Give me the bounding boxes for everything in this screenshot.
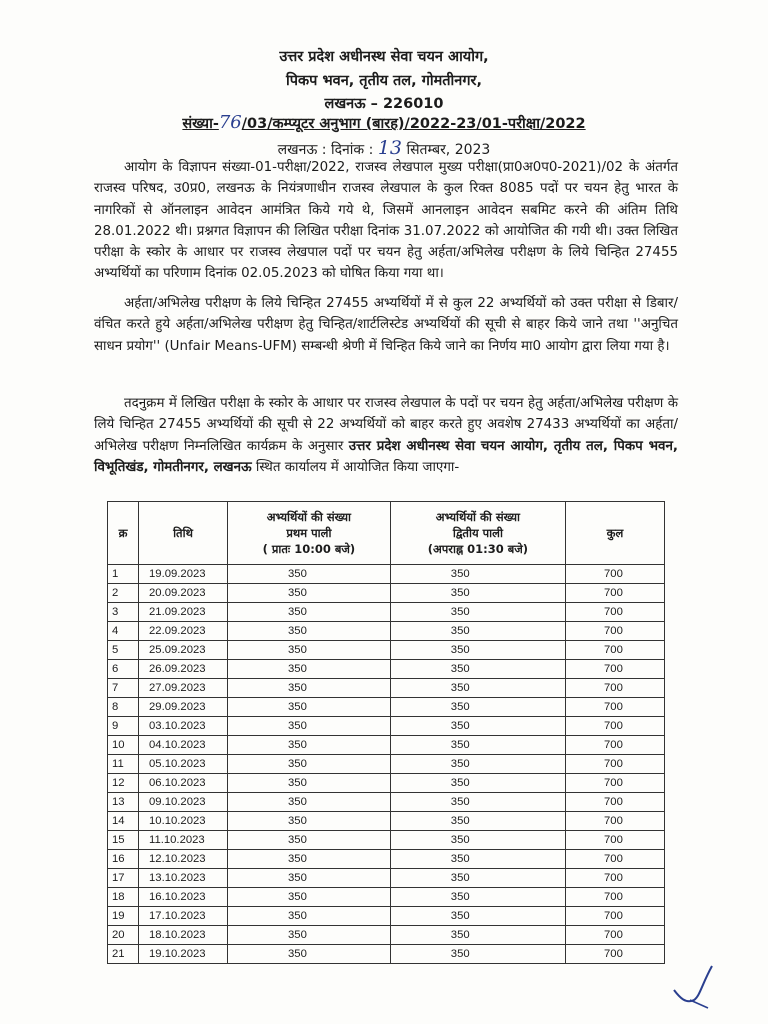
cell-serial: 3 <box>108 603 139 622</box>
reference-suffix: /03/कम्प्यूटर अनुभाग (बारह)/2022-23/01-परीक्षा/2022 <box>241 116 586 132</box>
cell-shift-2-count: 350 <box>390 622 565 641</box>
table-row <box>108 888 665 907</box>
cell-total: 700 <box>566 736 665 755</box>
cell-shift-2-count: 350 <box>390 660 565 679</box>
shift-2-title: अभ्यर्थियों की संख्या <box>435 510 520 524</box>
cell-shift-2-count: 350 <box>390 926 565 945</box>
table-row <box>108 812 665 831</box>
table-row <box>108 679 665 698</box>
header-line-3: लखनऊ – 226010 <box>324 96 444 112</box>
schedule-table-header <box>108 502 665 565</box>
cell-shift-1-count: 350 <box>228 926 391 945</box>
cell-shift-1-count: 350 <box>228 869 391 888</box>
shift-2-name: द्वितीय पाली <box>452 526 503 540</box>
cell-shift-2-count: 350 <box>390 831 565 850</box>
cell-shift-1-count: 350 <box>228 641 391 660</box>
cell-total: 700 <box>566 584 665 603</box>
cell-shift-2-count: 350 <box>390 584 565 603</box>
handwritten-reference-number: 76 <box>218 112 242 133</box>
cell-serial: 2 <box>108 584 139 603</box>
cell-date: 22.09.2023 <box>139 622 228 641</box>
cell-serial: 16 <box>108 850 139 869</box>
cell-date: 19.09.2023 <box>139 565 228 584</box>
cell-date: 20.09.2023 <box>139 584 228 603</box>
table-row <box>108 584 665 603</box>
cell-date: 19.10.2023 <box>139 945 228 964</box>
cell-shift-1-count: 350 <box>228 622 391 641</box>
cell-shift-2-count: 350 <box>390 888 565 907</box>
cell-total: 700 <box>566 850 665 869</box>
table-row <box>108 945 665 964</box>
cell-date: 03.10.2023 <box>139 717 228 736</box>
cell-serial: 12 <box>108 774 139 793</box>
cell-shift-1-count: 350 <box>228 755 391 774</box>
cell-date: 29.09.2023 <box>139 698 228 717</box>
cell-shift-1-count: 350 <box>228 565 391 584</box>
cell-date: 25.09.2023 <box>139 641 228 660</box>
cell-total: 700 <box>566 888 665 907</box>
paragraph-3 <box>94 393 678 478</box>
cell-serial: 21 <box>108 945 139 964</box>
cell-shift-2-count: 350 <box>390 907 565 926</box>
cell-shift-1-count: 350 <box>228 907 391 926</box>
cell-date: 06.10.2023 <box>139 774 228 793</box>
cell-serial: 7 <box>108 679 139 698</box>
cell-date: 18.10.2023 <box>139 926 228 945</box>
cell-shift-1-count: 350 <box>228 660 391 679</box>
cell-shift-1-count: 350 <box>228 603 391 622</box>
cell-total: 700 <box>566 603 665 622</box>
cell-serial: 14 <box>108 812 139 831</box>
cell-total: 700 <box>566 698 665 717</box>
cell-serial: 20 <box>108 926 139 945</box>
cell-serial: 18 <box>108 888 139 907</box>
cell-serial: 9 <box>108 717 139 736</box>
cell-shift-2-count: 350 <box>390 717 565 736</box>
table-row <box>108 698 665 717</box>
schedule-header-row <box>108 502 665 565</box>
cell-total: 700 <box>566 641 665 660</box>
cell-total: 700 <box>566 622 665 641</box>
cell-shift-1-count: 350 <box>228 736 391 755</box>
cell-total: 700 <box>566 869 665 888</box>
cell-date: 26.09.2023 <box>139 660 228 679</box>
cell-total: 700 <box>566 755 665 774</box>
cell-date: 21.09.2023 <box>139 603 228 622</box>
paragraph-3-end: स्थित कार्यालय में आयोजित किया जाएगा- <box>251 459 460 475</box>
cell-shift-1-count: 350 <box>228 888 391 907</box>
cell-serial: 17 <box>108 869 139 888</box>
date-suffix: सितम्बर, 2023 <box>402 142 491 158</box>
date-line <box>0 137 768 159</box>
cell-serial: 11 <box>108 755 139 774</box>
cell-shift-2-count: 350 <box>390 565 565 584</box>
cell-serial: 4 <box>108 622 139 641</box>
table-row <box>108 622 665 641</box>
cell-serial: 10 <box>108 736 139 755</box>
paragraph-2: अर्हता/अभिलेख परीक्षण के लिये चिन्हित 27455 अभ्यर्थियों में से कुल 22 अभ्यर्थियों को उक्त परीक्षा से डिबार/ वंचित करते हुये अर्हता/अभिलेख परीक्षण हेतु चिन्हित/शार्टलिस्टेड अभ्यर्थियों की सूची से बाहर किये जाने तथा ''अनुचित साधन प्रयोग'' (Unfair Means-UFM) सम्बन्धी श्रेणी में चिन्हित किये जाने का निर्णय मा0 आयोग द्वारा लिया गया है। <box>94 296 678 354</box>
cell-date: 12.10.2023 <box>139 850 228 869</box>
cell-serial: 19 <box>108 907 139 926</box>
shift-1-name: प्रथम पाली <box>286 526 332 540</box>
cell-serial: 15 <box>108 831 139 850</box>
cell-shift-2-count: 350 <box>390 850 565 869</box>
cell-shift-2-count: 350 <box>390 698 565 717</box>
cell-date: 09.10.2023 <box>139 793 228 812</box>
cell-date: 27.09.2023 <box>139 679 228 698</box>
cell-shift-2-count: 350 <box>390 736 565 755</box>
cell-date: 17.10.2023 <box>139 907 228 926</box>
cell-total: 700 <box>566 812 665 831</box>
cell-shift-1-count: 350 <box>228 831 391 850</box>
cell-shift-1-count: 350 <box>228 774 391 793</box>
table-row <box>108 755 665 774</box>
cell-total: 700 <box>566 793 665 812</box>
cell-shift-2-count: 350 <box>390 774 565 793</box>
cell-date: 13.10.2023 <box>139 869 228 888</box>
cell-date: 11.10.2023 <box>139 831 228 850</box>
cell-serial: 6 <box>108 660 139 679</box>
cell-total: 700 <box>566 945 665 964</box>
cell-total: 700 <box>566 926 665 945</box>
paragraph-1: आयोग के विज्ञापन संख्या-01-परीक्षा/2022, राजस्व लेखपाल मुख्य परीक्षा(प्रा0अ0प0-2021)/02 के अंतर्गत राजस्व परिषद, उ0प्र0, लखनऊ के नियंत्रणाधीन राजस्व लेखपाल के कुल रिक्त 8085 पदों पर चयन हेतु भारत के नागरिकों से ऑनलाइन आवेदन आमंत्रित किये गये थे, जिसमें आनलाइन आवेदन सबमिट करने की अंतिम तिथि 28.01.2022 थी। प्रश्नगत विज्ञापन की लिखित परीक्षा दिनांक 31.07.2022 को आयोजित की गयी थी। उक्त लिखित परीक्षा के स्कोर के आधार पर राजस्व लेखपाल पदों पर चयन हेतु अर्हता/अभिलेख परीक्षण के लिये चिन्हित 27455 अभ्यर्थियों का परिणाम दिनांक 02.05.2023 को घोषित किया गया था। <box>94 160 678 282</box>
schedule-table <box>107 501 665 964</box>
cell-shift-1-count: 350 <box>228 812 391 831</box>
paragraph-3-office-address: उत्तर प्रदेश अधीनस्थ सेवा चयन आयोग, तृतीय तल, पिकप भवन, विभूतिखंड, गोमतीनगर, लखनऊ <box>94 438 678 475</box>
reference-prefix: संख्या- <box>182 116 219 132</box>
shift-1-time: ( प्रातः 10:00 बजे) <box>262 542 356 556</box>
table-row <box>108 869 665 888</box>
header-line-1: उत्तर प्रदेश अधीनस्थ सेवा चयन आयोग, <box>279 49 489 65</box>
table-row <box>108 603 665 622</box>
table-row <box>108 926 665 945</box>
header-line-2: पिकप भवन, तृतीय तल, गोमतीनगर, <box>286 73 482 89</box>
cell-total: 700 <box>566 907 665 926</box>
table-row <box>108 736 665 755</box>
cell-shift-1-count: 350 <box>228 679 391 698</box>
col-header-shift-1 <box>228 502 391 565</box>
cell-shift-2-count: 350 <box>390 679 565 698</box>
cell-shift-1-count: 350 <box>228 698 391 717</box>
table-row <box>108 774 665 793</box>
cell-shift-1-count: 350 <box>228 584 391 603</box>
cell-shift-2-count: 350 <box>390 641 565 660</box>
cell-date: 04.10.2023 <box>139 736 228 755</box>
table-row <box>108 660 665 679</box>
table-row <box>108 793 665 812</box>
cell-total: 700 <box>566 717 665 736</box>
cell-serial: 8 <box>108 698 139 717</box>
cell-shift-2-count: 350 <box>390 812 565 831</box>
cell-shift-2-count: 350 <box>390 869 565 888</box>
cell-shift-2-count: 350 <box>390 793 565 812</box>
cell-serial: 13 <box>108 793 139 812</box>
cell-total: 700 <box>566 679 665 698</box>
cell-total: 700 <box>566 660 665 679</box>
cell-date: 16.10.2023 <box>139 888 228 907</box>
shift-2-time: (अपराह्न 01:30 बजे) <box>427 542 529 556</box>
table-row <box>108 565 665 584</box>
shift-1-title: अभ्यर्थियों की संख्या <box>266 510 351 524</box>
cell-shift-2-count: 350 <box>390 755 565 774</box>
reference-number <box>0 112 768 133</box>
table-row <box>108 717 665 736</box>
cell-serial: 5 <box>108 641 139 660</box>
cell-serial: 1 <box>108 565 139 584</box>
cell-date: 05.10.2023 <box>139 755 228 774</box>
paragraph-3-start: तदनुक्रम में लिखित परीक्षा के स्कोर के आधार पर राजस्व लेखपाल के पदों पर चयन हेतु अर्हता/अभिलेख परीक्षण के लिये चिन्हित 27455 अभ्यर्थियों की सूची से 22 अभ्यर्थियों को बाहर करते हुए अवशेष 27433 अभ्यर्थियों का अर्हता/अभिलेख परीक्षण निम्नलिखित कार्यक्रम के अनुसार <box>94 396 678 454</box>
col-header-serial: क्र <box>108 502 139 565</box>
cell-date: 10.10.2023 <box>139 812 228 831</box>
date-prefix: लखनऊ : दिनांक : <box>277 142 378 158</box>
col-header-date: तिथि <box>139 502 228 565</box>
cell-shift-1-count: 350 <box>228 945 391 964</box>
cell-shift-2-count: 350 <box>390 945 565 964</box>
cell-total: 700 <box>566 774 665 793</box>
table-row <box>108 831 665 850</box>
signature-mark <box>668 960 716 1010</box>
schedule-table-body <box>108 565 665 964</box>
cell-total: 700 <box>566 831 665 850</box>
cell-total: 700 <box>566 565 665 584</box>
table-row <box>108 641 665 660</box>
cell-shift-2-count: 350 <box>390 603 565 622</box>
table-row <box>108 907 665 926</box>
table-row <box>108 850 665 869</box>
col-header-total: कुल <box>566 502 665 565</box>
cell-shift-1-count: 350 <box>228 717 391 736</box>
col-header-shift-2 <box>390 502 565 565</box>
cell-shift-1-count: 350 <box>228 850 391 869</box>
cell-shift-1-count: 350 <box>228 793 391 812</box>
handwritten-day: 13 <box>377 137 402 159</box>
